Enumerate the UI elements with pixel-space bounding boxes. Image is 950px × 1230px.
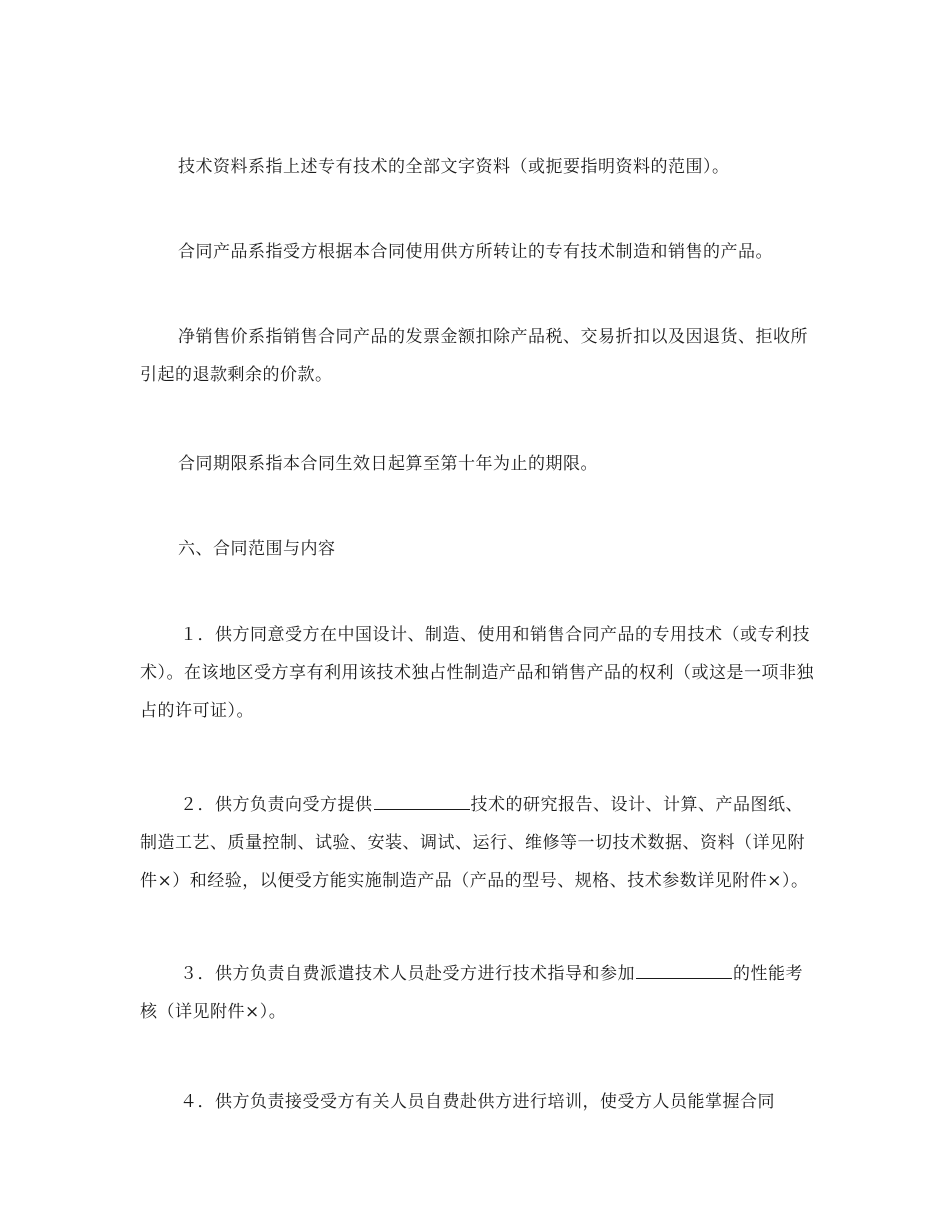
definition-net-sales-price: 净销售价系指销售合同产品的发票金额扣除产品税、交易折扣以及因退货、拒收所引起的退款剩余的价款。 (140, 327, 808, 385)
section-heading: 六、合同范围与内容 (178, 539, 336, 559)
definition-contract-term: 合同期限系指本合同生效日起算至第十年为止的期限。 (178, 454, 598, 474)
clause-4: ４．供方负责接受受方有关人员自费赴供方进行培训，使受方人员能掌握合同 (180, 1092, 775, 1112)
clause-2 (140, 786, 820, 900)
clause-2-text-end: 技术的研究报告、设计、计算、产品图纸、制造工艺、质量控制、试验、安装、调试、运行、维修等一切技术数据、资料（详见附件×）和经验，以便受方能实施制造产品（产品的型号、规格、技术参数详见附件×）。 (140, 795, 809, 891)
clause-3 (140, 955, 820, 1031)
clause-3-blank-field (636, 962, 732, 979)
clause-2-blank-field (374, 793, 470, 810)
clause-3-text-end: 的性能考核（详见附件×）。 (140, 964, 803, 1022)
clause-3-text-start: ３．供方负责自费派遣技术人员赴受方进行技术指导和参加 (180, 964, 635, 984)
definition-technical-materials: 技术资料系指上述专有技术的全部文字资料（或扼要指明资料的范围）。 (178, 157, 730, 177)
clause-2-text-start: ２．供方负责向受方提供 (180, 795, 373, 815)
definition-contract-products: 合同产品系指受方根据本合同使用供方所转让的专有技术制造和销售的产品。 (178, 242, 773, 262)
clause-1: １．供方同意受方在中国设计、制造、使用和销售合同产品的专用技术（或专利技术）。在该地区受方享有利用该技术独占性制造产品和销售产品的权利（或这是一项非独占的许可证）。 (140, 625, 814, 721)
